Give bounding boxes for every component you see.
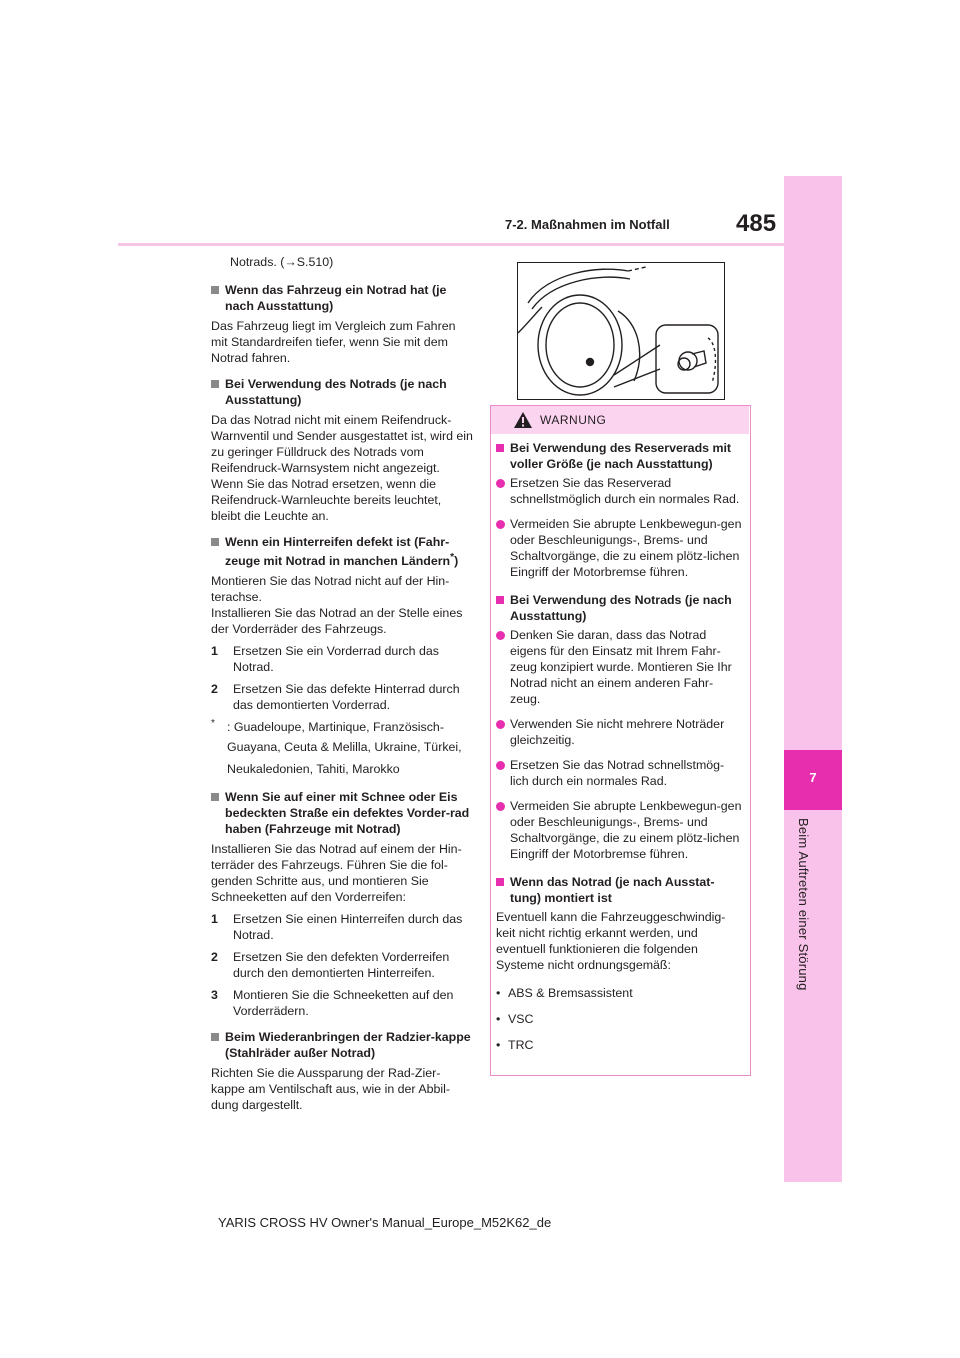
step-item: 2 Ersetzen Sie das defekte Hinterrad durch das demontierten Vorderrad. [211,682,460,713]
document-footer: YARIS CROSS HV Owner's Manual_Europe_M52K62_de [218,1215,552,1230]
heading-square-icon [211,793,219,801]
heading-notrad: Wenn das Fahrzeug ein Notrad hat (je nach Ausstattung) [211,282,473,314]
heading-square-icon [211,380,219,388]
section-title: 7-2. Maßnahmen im Notfall [505,217,670,232]
warning-list-item: • ABS & Bremsassistent [496,986,633,1000]
intro-text: Notrads. (→S.510) [230,255,334,269]
header-divider [118,243,784,246]
paragraph: Installieren Sie das Notrad an der Stelle eines der Vorderräder des Fahrzeugs. [211,606,463,637]
step-item: 2 Ersetzen Sie den defekten Vorderreifen durch den demontierten Hinterreifen. [211,950,450,981]
warning-bullet: Denken Sie daran, dass das Notrad eigens für den Einsatz mit Ihrem Fahr-zeug konzipiert wurde. Montieren Sie Ihr Notrad nicht an einem anderen Fahr-zeug. [496,627,742,707]
warning-label: WARNUNG [540,413,607,427]
step-item: 1 Ersetzen Sie ein Vorderrad durch das Notrad. [211,644,439,675]
warning-triangle-icon [513,411,533,429]
footnote: * : Guadeloupe, Martinique, Französisch- [211,718,444,735]
paragraph: Richten Sie die Aussparung der Rad-Zier-kappe am Ventilschaft aus, wie in der Abbil-dung dargestellt. [211,1066,450,1113]
footnote-line: Neukaledonien, Tahiti, Marokko [227,762,400,777]
heading-square-icon [211,286,219,294]
warning-paragraph: Eventuell kann die Fahrzeuggeschwindig-keit nicht richtig erkannt werden, und eventuell funktionieren die folgenden Systeme nicht ordnungsgemäß: [496,910,726,972]
bullet-dot-icon [496,720,505,729]
paragraph: Installieren Sie das Notrad auf einem der Hin-terräder des Fahrzeugs. Führen Sie die fol-genden Schritte aus, und montieren Sie Schneeketten auf den Vorderreifen: [211,842,462,905]
heading-wheel-cap: Beim Wiederanbringen der Radzier-kappe (Stahlräder außer Notrad) [211,1029,473,1061]
warning-heading: Bei Verwendung des Reserverads mit voller Größe (je nach Ausstattung) [496,440,742,472]
paragraph: Montieren Sie das Notrad nicht auf der Hin-terachse. [211,574,450,605]
warning-bullet: Ersetzen Sie das Notrad schnellstmög-lich durch ein normales Rad. [496,757,742,789]
heading-square-icon [496,444,504,452]
chapter-number: 7 [809,770,817,785]
chapter-side-tab [784,176,842,1182]
bullet-dot-icon [496,479,505,488]
warning-bullet: Verwenden Sie nicht mehrere Noträder gleichzeitig. [496,716,742,748]
warning-heading: Wenn das Notrad (je nach Ausstat-tung) montiert ist [496,874,742,906]
warning-bullet: Vermeiden Sie abrupte Lenkbewegun-gen oder Beschleunigungs-, Brems- und Schaltvorgänge, die zu einem plötz-lichen Eingriff der Motorbremse führen. [496,798,742,862]
step-item: 3 Montieren Sie die Schneeketten auf den Vorderrädern. [211,988,454,1019]
bullet-dot-icon [496,802,505,811]
paragraph: Das Fahrzeug liegt im Vergleich zum Fahren mit Standardreifen tiefer, wenn Sie mit dem Notrad fahren. [211,319,456,365]
chapter-label: Beim Auftreten einer Störung [796,818,811,991]
heading-snow: Wenn Sie auf einer mit Schnee oder Eis bedeckten Straße ein defektes Vorder-rad haben (Fahrzeuge mit Notrad) [211,789,473,837]
step-item: 1 Ersetzen Sie einen Hinterreifen durch das Notrad. [211,912,463,943]
heading-notrad-use: Bei Verwendung des Notrads (je nach Ausstattung) [211,376,473,408]
warning-body [496,440,742,1063]
bullet-dot-icon [496,761,505,770]
warning-bullet: Ersetzen Sie das Reserverad schnellstmöglich durch ein normales Rad. [496,475,742,507]
paragraph: Da das Notrad nicht mit einem Reifendruck-Warnventil und Sender ausgestattet ist, wird ein zu geringer Fülldruck des Notrads vom Reifendruck-Warnsystem nicht angezeigt. Wenn Sie das Notrad ersetzen, wenn die Reifendruck-Warnleuchte bereits leuchtet, bleibt die Leuchte an. [211,413,473,523]
warning-bullet: Vermeiden Sie abrupte Lenkbewegun-gen oder Beschleunigungs-, Brems- und Schaltvorgänge, die zu einem plötz-lichen Eingriff der Motorbremse führen. [496,516,742,580]
bullet-dot-icon [496,520,505,529]
heading-rear-tire: Wenn ein Hinterreifen defekt ist (Fahr-zeuge mit Notrad in manchen Ländern*) [211,534,473,569]
wheel-cap-drawing [518,263,724,399]
warning-heading: Bei Verwendung des Notrads (je nach Ausstattung) [496,592,742,624]
warning-list-item: • VSC [496,1012,534,1026]
heading-square-icon [211,1033,219,1041]
bullet-dot-icon [496,631,505,640]
wheel-cap-illustration [517,262,725,400]
heading-square-icon [211,538,219,546]
footnote-line: Guayana, Ceuta & Melilla, Ukraine, Türkei, [227,740,462,755]
heading-square-icon [496,596,504,604]
page-number: 485 [736,210,777,237]
warning-list-item: • TRC [496,1038,534,1052]
left-column [211,254,473,1123]
heading-square-icon [496,878,504,886]
